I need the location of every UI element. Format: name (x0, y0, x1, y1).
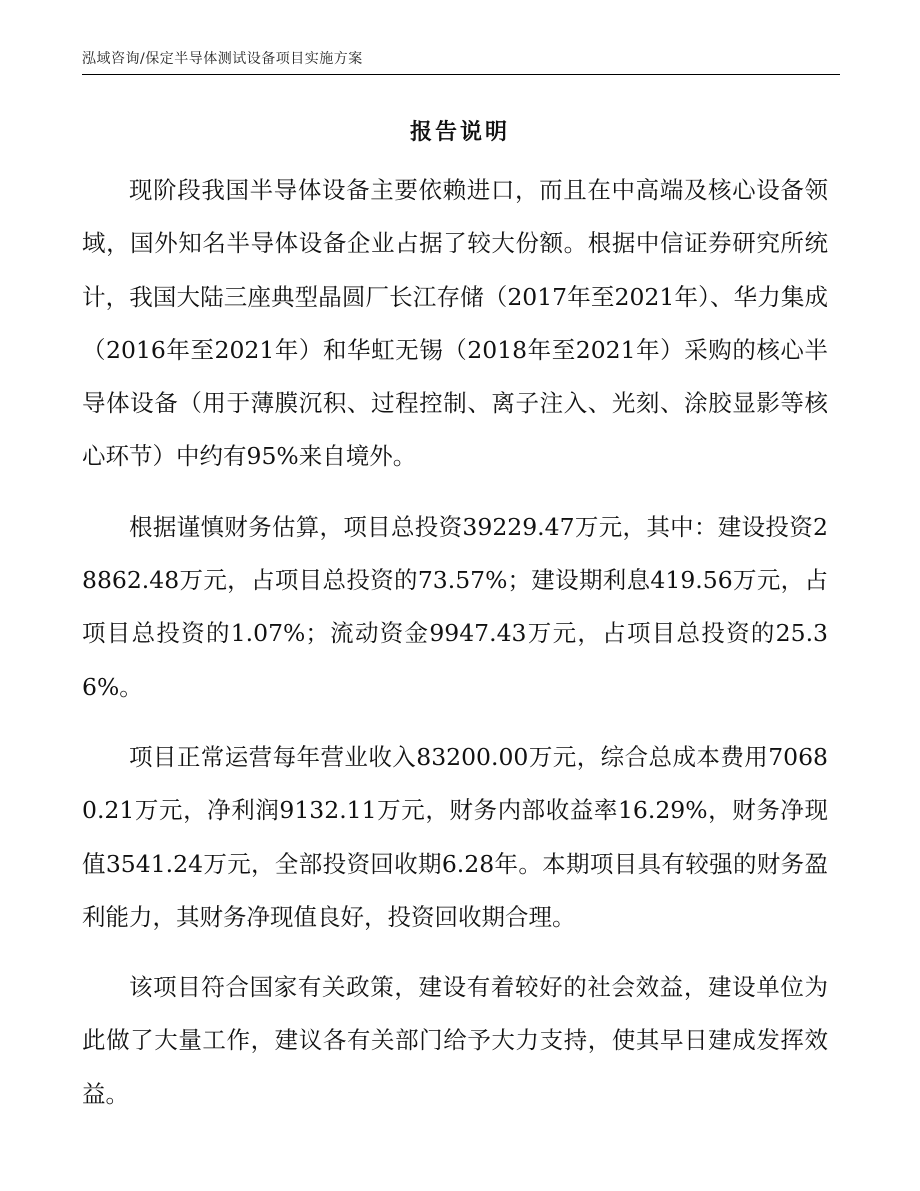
paragraph-conclusion: 该项目符合国家有关政策，建设有着较好的社会效益，建设单位为此做了大量工作，建议各有关部门给予大力支持，使其早日建成发挥效益。 (82, 973, 828, 1108)
header-divider (82, 74, 840, 75)
running-header: 泓域咨询/保定半导体测试设备项目实施方案 (82, 51, 363, 67)
report-body (82, 164, 828, 1138)
paragraph-background: 现阶段我国半导体设备主要依赖进口，而且在中高端及核心设备领域，国外知名半导体设备企业占据了较大份额。根据中信证券研究所统计，我国大陆三座典型晶圆厂长江存储（2017年至2021年）、华力集成（2016年至2021年）和华虹无锡（2018年至2021年）采购的核心半导体设备（用于薄膜沉积、过程控制、离子注入、光刻、涂胶显影等核心环节）中约有95%来自境外。 (82, 176, 828, 471)
page-title: 报告说明 (409, 120, 510, 145)
paragraph-investment: 根据谨慎财务估算，项目总投资39229.47万元，其中：建设投资28862.48万元，占项目总投资的73.57%；建设期利息419.56万元，占项目总投资的1.07%；流动资金9947.43万元，占项目总投资的25.36%。 (82, 512, 828, 701)
paragraph-financials: 项目正常运营每年营业收入83200.00万元，综合总成本费用70680.21万元，净利润9132.11万元，财务内部收益率16.29%，财务净现值3541.24万元，全部投资回收期6.28年。本期项目具有较强的财务盈利能力，其财务净现值良好，投资回收期合理。 (82, 742, 828, 931)
